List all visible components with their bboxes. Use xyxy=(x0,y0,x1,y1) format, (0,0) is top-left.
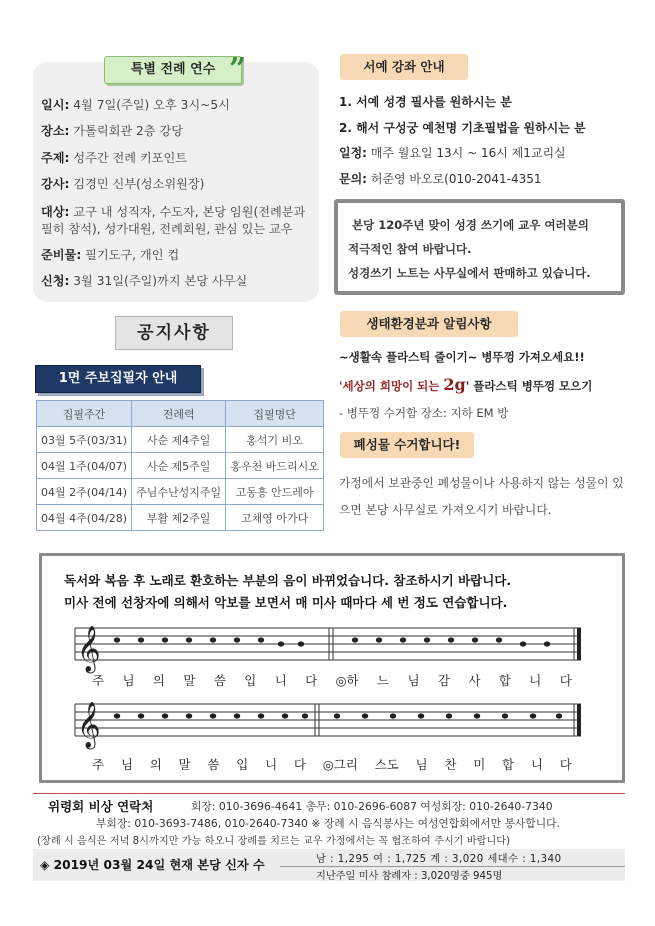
table-row xyxy=(37,453,324,479)
eco-hope-line: '세상의 희망이 되는 2g' 플라스틱 병뚜껑 모으기 xyxy=(339,375,593,394)
lyric-syllable: 님 xyxy=(407,673,420,688)
note-heads xyxy=(114,713,562,718)
waste-collection-title: 폐성물 수거합니다! xyxy=(340,432,474,458)
lyric-syllable: 의 xyxy=(149,757,162,772)
calligraphy-course-title: 서예 강좌 안내 xyxy=(340,54,468,80)
table-row xyxy=(37,427,324,453)
table-header-cell: 집필주간 xyxy=(37,401,132,427)
table-cell: 고동흥 안드레아 xyxy=(226,479,324,505)
lyric-syllable: 찬 xyxy=(444,757,457,772)
lyric-syllable: 사 xyxy=(468,673,481,688)
lyric-syllable: 니 xyxy=(265,757,278,772)
lyric-syllable: 다 xyxy=(559,757,572,772)
info-row-place: 장소: 가톨릭회관 2층 강당 xyxy=(41,124,183,139)
lyric-syllable: 감 xyxy=(437,673,450,688)
table-header-cell: 집필명단 xyxy=(226,401,324,427)
table-header-row xyxy=(37,401,324,427)
table-cell: 사순 제5주일 xyxy=(132,453,226,479)
table-cell: 사순 제4주일 xyxy=(132,427,226,453)
table-header-cell: 전례력 xyxy=(132,401,226,427)
table-row xyxy=(37,505,324,531)
treble-clef-icon: 𝄞 xyxy=(77,626,101,672)
calligraphy-details xyxy=(339,90,629,192)
lyric-syllable: 니 xyxy=(529,673,542,688)
emergency-contact-numbers: 부회장: 010-3693-7486, 010-2640-7340 ※ 장례 시 음식봉사는 여성연합회에서만 봉사합니다. xyxy=(96,817,561,830)
eco-notice-title: 생태환경분과 알림사항 xyxy=(340,311,518,337)
music-notice-line: 독서와 복음 후 노래로 환호하는 부분의 음이 바뀌었습니다. 참조하시기 바랍니다. xyxy=(64,573,512,588)
treble-clef-icon: 𝄞 xyxy=(77,702,101,748)
calligraphy-item: 1. 서예 성경 필사를 원하시는 분 xyxy=(339,95,512,109)
eco-notice-body xyxy=(339,344,631,427)
lyric-syllable: 입 xyxy=(236,757,249,772)
funeral-meal-note: (장례 시 음식은 저녁 8시까지만 가능 하오니 장례를 치르는 교우 가정에서는 꼭 협조하여 주시기 바랍니다) xyxy=(37,836,511,847)
eco-line: - 병뚜껑 수거함 장소: 지하 EM 방 xyxy=(339,406,509,420)
bulletin-writers-banner: 1면 주보집필자 안내 xyxy=(35,365,201,393)
lyric-syllable: 스도 xyxy=(374,757,399,772)
lyric-syllable: 미 xyxy=(473,757,486,772)
lyric-syllable: 님 xyxy=(120,757,133,772)
lyric-syllable: 니 xyxy=(530,757,543,772)
census-statistics: 남 : 1,295 여 : 1,725 계 : 3,020 세대수 : 1,340 xyxy=(316,854,562,865)
lyric-syllable: 말 xyxy=(178,757,191,772)
special-liturgy-title: 특별 전례 연수 xyxy=(104,56,242,84)
table-cell: 03월 5주(03/31) xyxy=(37,427,132,453)
table-cell: 주님수난성지주일 xyxy=(132,479,226,505)
info-row-registration: 신청: 3월 31일(주일)까지 본당 사무실 xyxy=(41,274,248,289)
lyric-syllable: 주 xyxy=(92,757,105,772)
table-row xyxy=(37,479,324,505)
lyric-syllable: 니 xyxy=(274,673,287,688)
table-cell: 홍우천 바드리시오 xyxy=(226,453,324,479)
lyric-syllable: ◎하 xyxy=(335,673,359,688)
table-cell: 04월 2주(04/14) xyxy=(37,479,132,505)
lyric-syllable: 다 xyxy=(293,757,306,772)
waste-collection-text: 가정에서 보관중인 폐성물이나 사용하지 않는 성물이 있으면 본당 사무실로 가져오시기 바랍니다. xyxy=(339,476,624,517)
table-cell: 04월 1주(04/07) xyxy=(37,453,132,479)
lyric-syllable: 말 xyxy=(183,673,196,688)
lyric-syllable: 님 xyxy=(122,673,135,688)
notices-heading: 공지사항 xyxy=(115,316,233,350)
lyric-syllable: 의 xyxy=(152,673,165,688)
lyric-syllable: 씀 xyxy=(207,757,220,772)
lyrics-row xyxy=(92,755,572,773)
lyric-syllable: 님 xyxy=(415,757,428,772)
eco-line: ~생활속 플라스틱 줄이기~ 병뚜껑 가져오세요!! xyxy=(339,350,585,364)
footer-divider xyxy=(33,793,625,794)
info-row-topic: 주제: 성주간 전례 키포인트 xyxy=(41,150,188,165)
bible-writing-notice xyxy=(334,199,625,295)
lyric-syllable: 입 xyxy=(244,673,257,688)
notice-line: 본당 120주년 맞이 성경 쓰기에 교우 여러분의 xyxy=(352,218,589,232)
info-row-supplies: 준비물: 필기도구, 개인 컵 xyxy=(41,247,180,262)
lyric-syllable: ◎그리 xyxy=(322,757,358,772)
lyric-syllable: 느 xyxy=(376,673,390,688)
table-cell: 고채영 아가다 xyxy=(226,505,324,531)
notice-line: 적극적인 참여 바랍니다. xyxy=(348,242,472,256)
special-liturgy-details xyxy=(41,92,317,294)
lyrics-row xyxy=(92,671,572,689)
table-cell: 부활 제2주일 xyxy=(132,505,226,531)
calligraphy-contact: 문의: 허준영 바오로(010-2041-4351 xyxy=(339,171,542,186)
lyric-syllable: 주 xyxy=(92,673,105,688)
lyric-syllable: 다 xyxy=(559,673,572,688)
music-notice-text xyxy=(64,570,604,614)
table-cell: 04월 4주(04/28) xyxy=(37,505,132,531)
lyric-syllable: 합 xyxy=(502,757,515,772)
lyric-syllable: 합 xyxy=(498,673,511,688)
mass-attendance: 지난주일 미사 참례자 : 3,020명중 945명 xyxy=(316,871,503,882)
calligraphy-item: 2. 해서 구성궁 예천명 기초필법을 원하시는 분 xyxy=(339,120,586,135)
info-row-lecturer: 강사: 김경민 신부(성소위원장) xyxy=(41,177,205,192)
census-title: ◈ 2019년 03월 24일 현재 본당 신자 수 xyxy=(40,858,265,872)
calligraphy-schedule: 일정: 매주 월요일 13시 ~ 16시 제1교리실 xyxy=(339,146,566,160)
notice-line: 성경쓰기 노트는 사무실에서 판매하고 있습니다. xyxy=(348,266,591,280)
info-row-target: 대상: 교구 내 성직자, 수도자, 본당 임원(전례분과 필히 참석), 성가대원, 전례회원, 관심 있는 교우 xyxy=(41,204,306,236)
writers-schedule-table xyxy=(36,400,324,531)
table-cell: 홍석기 비오 xyxy=(226,427,324,453)
note-heads xyxy=(114,637,550,646)
lyric-syllable: 다 xyxy=(305,673,318,688)
music-notice-line: 미사 전에 선창자에 의해서 악보를 보면서 매 미사 때마다 세 번 정도 연습합니다. xyxy=(64,595,508,610)
info-row-date: 일시: 4월 7일(주일) 오후 3시~5시 xyxy=(41,98,230,112)
music-staff xyxy=(75,626,587,672)
lyric-syllable: 씀 xyxy=(213,673,226,688)
music-staff xyxy=(75,702,587,748)
quote-mark-icon: ” xyxy=(229,52,247,87)
emergency-contact-numbers: 회장: 010-3696-4641 총무: 010-2696-6087 여성회장: 010-2640-7340 xyxy=(191,800,553,813)
emergency-contact-title: 위령회 비상 연락처 xyxy=(48,799,154,814)
